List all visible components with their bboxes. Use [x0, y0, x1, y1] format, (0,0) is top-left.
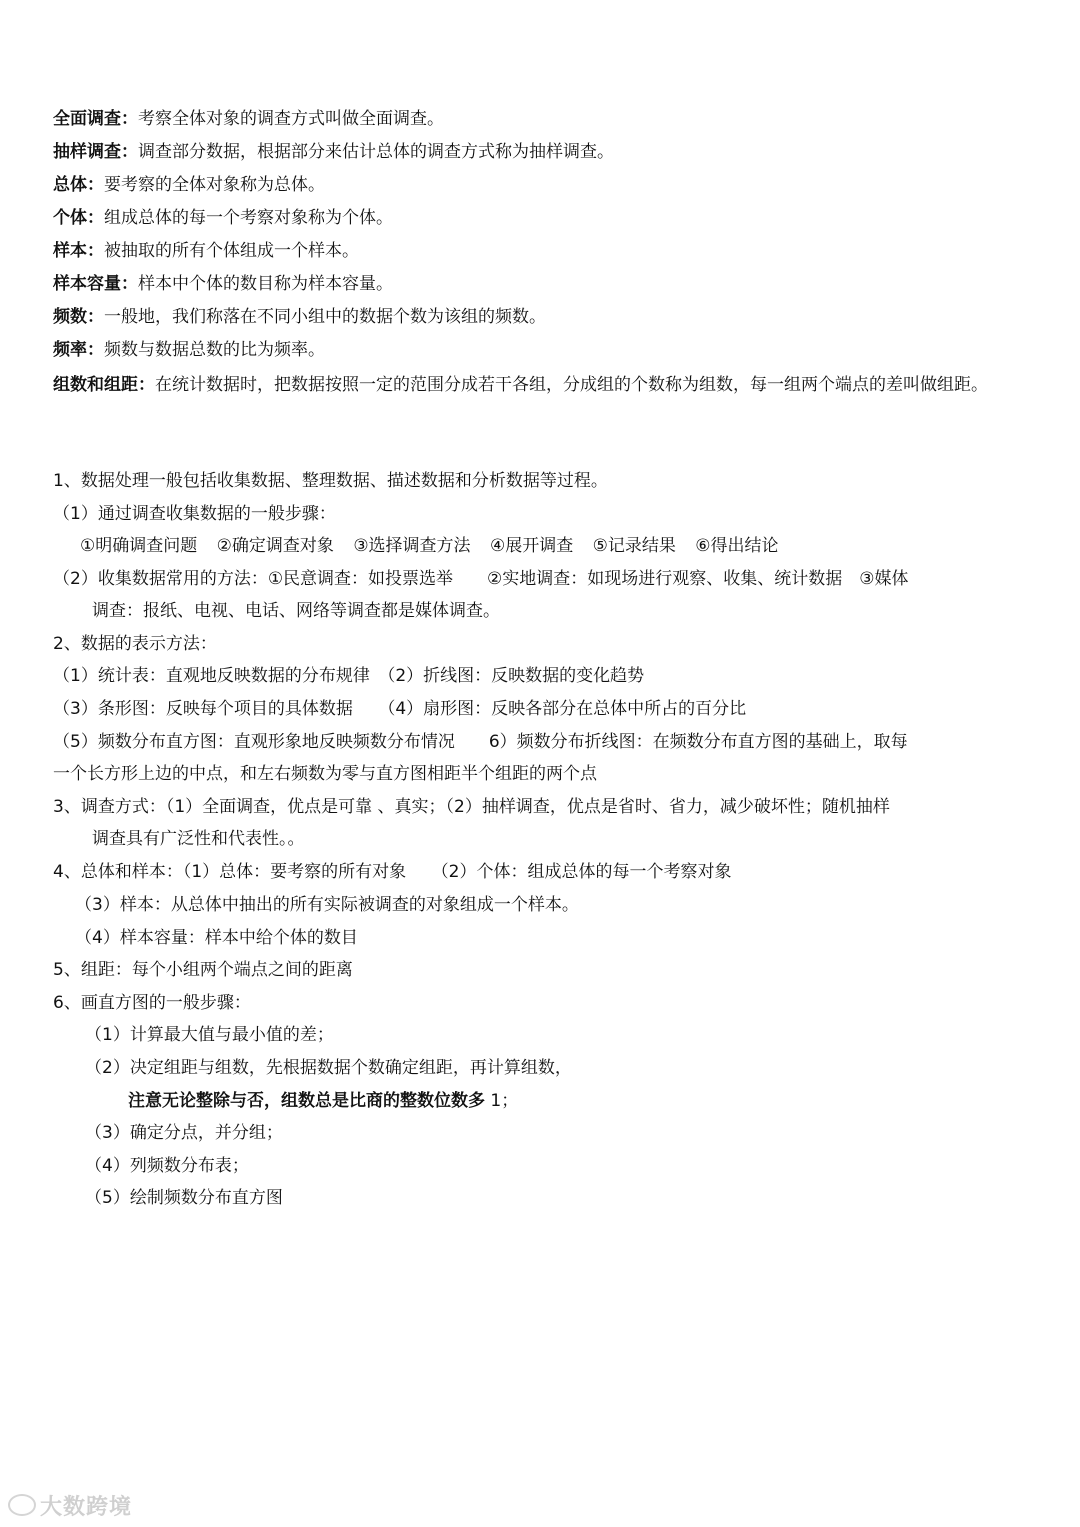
watermark-text: 大数跨境: [40, 1495, 133, 1520]
section-2-line-1: （1）统计表：直观地反映数据的分布规律 （2）折线图：反映数据的变化趋势: [53, 666, 645, 686]
definition-term: 频率：: [53, 340, 104, 360]
definition-text: 调查部分数据，根据部分来估计总体的调查方式称为抽样调查。: [138, 142, 614, 162]
section-6-title: 6、画直方图的一般步骤：: [53, 993, 251, 1013]
definition-term: 样本容量：: [53, 274, 138, 294]
section-1-item-2: （2）收集数据常用的方法：①民意调查：如投票选举 ②实地调查：如现场进行观察、收集、统计数据 ③媒体: [53, 569, 909, 589]
definition-text: 考察全体对象的调查方式叫做全面调查。: [138, 109, 444, 129]
definition-text: 要考察的全体对象称为总体。: [104, 175, 325, 195]
section-3-line-2: 调查具有广泛性和代表性。。: [92, 829, 305, 849]
definition-quanmian: [53, 107, 444, 131]
definition-geti: [53, 206, 393, 230]
step-item: ③选择调查方法: [353, 536, 471, 556]
section-3-line-1: 3、调查方式：（1）全面调查，优点是可靠 、真实；（2）抽样调查，优点是省时、省力，减少破坏性；随机抽样: [53, 797, 890, 817]
section-1-title: 1、数据处理一般包括收集数据、整理数据、描述数据和分析数据等过程。: [53, 471, 608, 491]
definition-term: 总体：: [53, 175, 104, 195]
section-6-step-3: （3）确定分点，并分组；: [85, 1123, 283, 1143]
section-6-note: [128, 1089, 518, 1113]
section-1-item-2-cont: 调查：报纸、电视、电话、网络等调查都是媒体调查。: [92, 601, 500, 621]
definition-zongti: [53, 173, 325, 197]
definition-yangben-rongliang: [53, 272, 393, 296]
section-4-line-2: （3）样本：从总体中抽出的所有实际被调查的对象组成一个样本。: [75, 895, 579, 915]
step-item: ⑥得出结论: [695, 536, 779, 556]
section-6-step-4: （4）列频数分布表；: [85, 1156, 249, 1176]
definition-text: 样本中个体的数目称为样本容量。: [138, 274, 393, 294]
definition-zushu-zuju: [53, 370, 1043, 401]
definition-term: 频数：: [53, 307, 104, 327]
section-2-line-3: （5）频数分布直方图：直观形象地反映频数分布情况 6）频数分布折线图：在频数分布直方图的基础上，取每: [53, 732, 908, 752]
step-item: ④展开调查: [489, 536, 574, 556]
definition-pinshu: [53, 305, 546, 329]
definition-text: 在统计数据时，把数据按照一定的范围分成若干各组，分成组的个数称为组数，每一组两个端点的差叫做组距。: [155, 375, 988, 395]
definition-term: 抽样调查：: [53, 142, 138, 162]
section-6-step-5: （5）绘制频数分布直方图: [85, 1188, 283, 1208]
definition-text: 频数与数据总数的比为频率。: [104, 340, 325, 360]
definition-term: 组数和组距：: [53, 375, 155, 395]
definition-text: 组成总体的每一个考察对象称为个体。: [104, 208, 393, 228]
section-5-line-1: 5、组距：每个小组两个端点之间的距离: [53, 960, 353, 980]
definition-term: 全面调查：: [53, 109, 138, 129]
step-item: ⑤记录结果: [592, 536, 676, 556]
definition-chouyang: [53, 140, 614, 164]
step-item: ②确定调查对象: [216, 536, 334, 556]
section-6-step-2: （2）决定组距与组数，先根据数据个数确定组距，再计算组数，: [85, 1058, 572, 1078]
section-2-title: 2、数据的表示方法：: [53, 634, 217, 654]
note-bold-text: 注意无论整除与否，组数总是比商的整数位数多: [128, 1091, 485, 1111]
note-tail-text: 1；: [485, 1091, 519, 1111]
definition-text: 一般地，我们称落在不同小组中的数据个数为该组的频数。: [104, 307, 546, 327]
section-6-step-1: （1）计算最大值与最小值的差；: [85, 1025, 334, 1045]
section-4-line-1: 4、总体和样本：（1）总体：要考察的所有对象 （2）个体：组成总体的每一个考察对象: [53, 862, 732, 882]
section-1-item-1: （1）通过调查收集数据的一般步骤：: [53, 504, 336, 524]
definition-pinlv: [53, 338, 325, 362]
survey-steps: [80, 534, 793, 558]
definition-term: 样本：: [53, 241, 104, 261]
watermark: [8, 1490, 132, 1521]
definition-yangben: [53, 239, 359, 263]
definition-text: 被抽取的所有个体组成一个样本。: [104, 241, 359, 261]
section-4-line-3: （4）样本容量：样本中给个体的数目: [75, 928, 358, 948]
section-2-line-2: （3）条形图：反映每个项目的具体数据 （4）扇形图：反映各部分在总体中所占的百分比: [53, 699, 747, 719]
watermark-logo-icon: [8, 1494, 36, 1516]
step-item: ①明确调查问题: [80, 536, 198, 556]
definition-term: 个体：: [53, 208, 104, 228]
section-2-line-4: 一个长方形上边的中点，和左右频数为零与直方图相距半个组距的两个点: [53, 764, 597, 784]
